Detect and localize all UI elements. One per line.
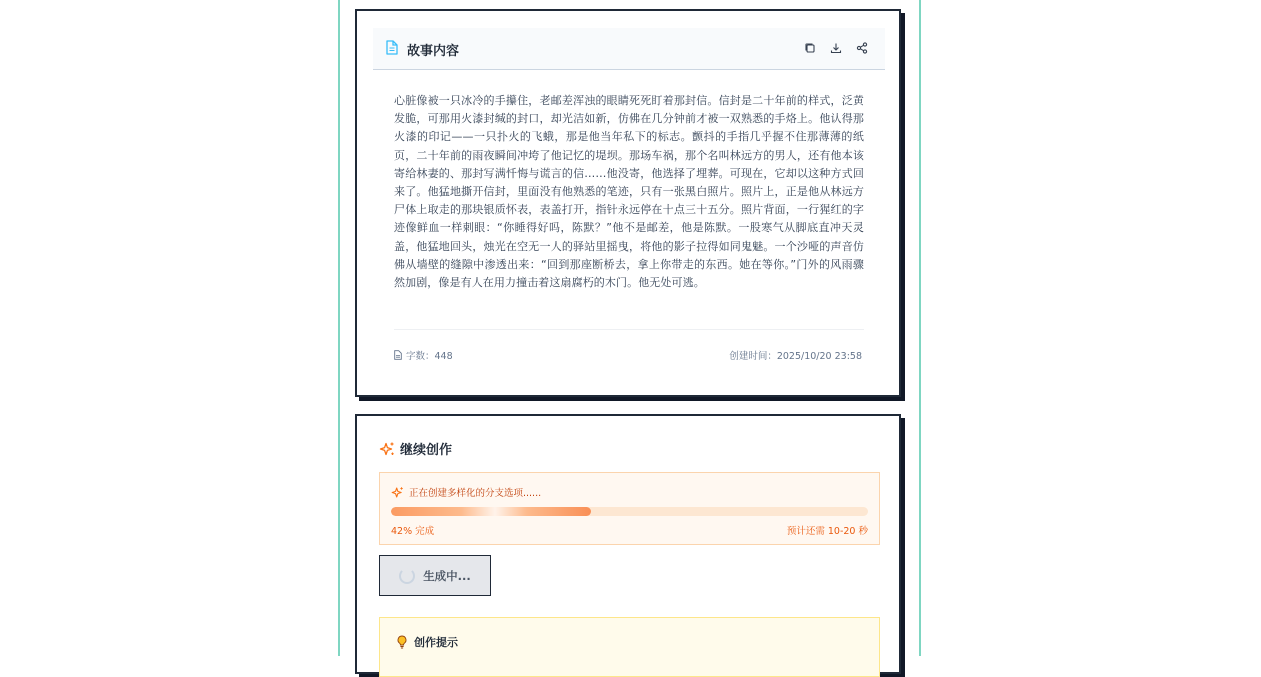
progress-percent: 42% 完成 bbox=[391, 526, 435, 537]
tip-panel bbox=[379, 617, 880, 677]
share-icon[interactable] bbox=[855, 41, 869, 55]
sparkles-icon bbox=[391, 486, 404, 499]
continue-header bbox=[379, 439, 452, 458]
created-time-label: 创建时间：2025/10/20 23:58 bbox=[729, 351, 862, 362]
story-card bbox=[355, 9, 901, 397]
word-count bbox=[394, 348, 453, 362]
divider bbox=[394, 329, 864, 330]
progress-panel bbox=[379, 472, 880, 545]
progress-track bbox=[391, 507, 868, 516]
sparkles-icon bbox=[379, 441, 395, 457]
story-title: 故事内容 bbox=[407, 44, 460, 59]
story-body: 心脏像被一只冰冷的手攥住，老邮差浑浊的眼睛死死盯着那封信。信封是二十年前的样式，泛黄发脆，可那用火漆封缄的封口，却光洁如新，仿佛在几分钟前才被一双熟悉的手烙上。他认得那火漆的印记——一只扑火的飞蛾，那是他当年私下的标志。颤抖的手指几乎握不住那薄薄的纸页，二十年前的雨夜瞬间冲垮了他记忆的堤坝。那场车祸，那个名叫林远方的男人，还有他本该寄给林妻的、那封写满忏悔与谎言的信……他没寄，他选择了埋葬。可现在，它却以这种方式回来了。他猛地撕开信封，里面没有他熟悉的笔迹，只有一张黑白照片。照片上，正是他从林远方尸体上取走的那块银质怀表，表盖打开，指针永远停在十点三十五分。照片背面，一行猩红的字迹像鲜血一样刺眼：“你睡得好吗，陈默？”他不是邮差，他是陈默。一股寒气从脚底直冲天灵盖，他猛地回头，烛光在空无一人的驿站里摇曳，将他的影子拉得如同鬼魅。一个沙哑的声音仿佛从墙壁的缝隙中渗透出来：“回到那座断桥去，拿上你带走的东西。她在等你。”门外的风雨骤然加剧，像是有人在用力撞击着这扇腐朽的木门。他无处可逃。 bbox=[394, 94, 864, 290]
generating-button-label: 生成中... bbox=[423, 568, 471, 583]
progress-fill bbox=[391, 507, 591, 516]
progress-label: 正在创建多样化的分支选项...... bbox=[409, 488, 542, 499]
continue-title: 继续创作 bbox=[400, 443, 453, 458]
created-time bbox=[729, 348, 862, 362]
progress-eta: 预计还需 10-20 秒 bbox=[786, 526, 868, 537]
lightbulb-icon bbox=[396, 635, 408, 649]
tip-title: 创作提示 bbox=[414, 636, 458, 649]
document-icon bbox=[386, 40, 398, 55]
tip-header bbox=[396, 634, 458, 650]
word-count-label: 字数：448 bbox=[406, 351, 453, 362]
continue-card bbox=[355, 414, 901, 674]
story-header bbox=[373, 28, 885, 70]
generating-button[interactable] bbox=[379, 555, 491, 596]
copy-icon[interactable] bbox=[803, 41, 817, 55]
download-icon[interactable] bbox=[829, 41, 843, 55]
spinner-icon bbox=[399, 568, 415, 584]
document-icon bbox=[394, 350, 402, 360]
progress-header bbox=[391, 485, 541, 499]
